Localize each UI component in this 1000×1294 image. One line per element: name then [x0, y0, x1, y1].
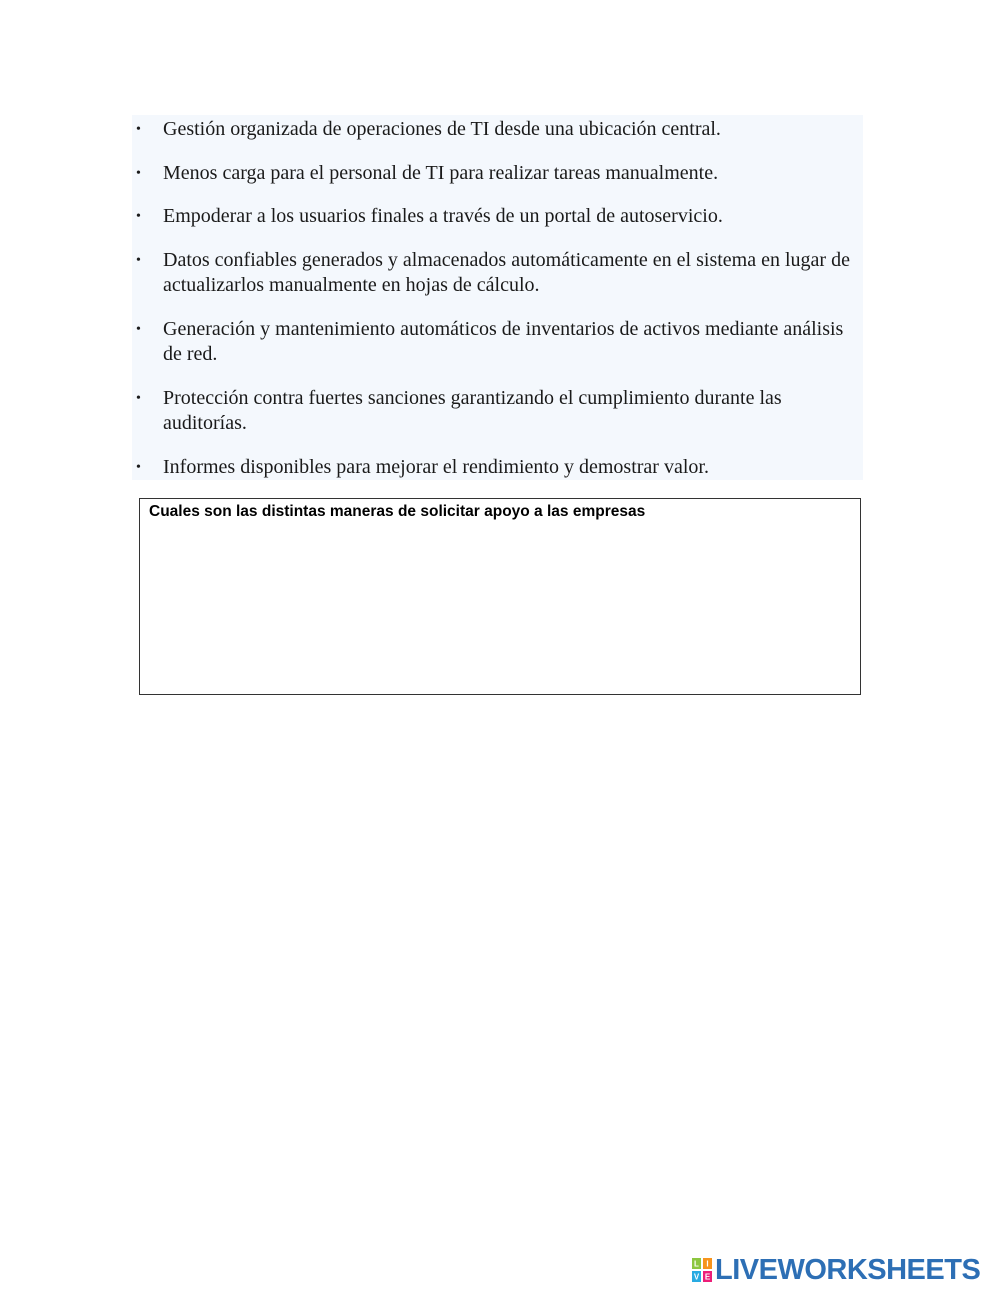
list-item — [132, 386, 852, 436]
bullet-dot: • — [136, 122, 141, 137]
list-item — [132, 161, 852, 186]
answer-box[interactable] — [139, 498, 861, 695]
logo-letter: V — [693, 1272, 700, 1282]
bullet-text: Generación y mantenimiento automáticos de inventarios de activos mediante análisis de red. — [163, 318, 844, 365]
bullet-text: Informes disponibles para mejorar el rendimiento y demostrar valor. — [163, 456, 709, 478]
bullet-dot: • — [136, 209, 141, 224]
bullet-text: Menos carga para el personal de TI para realizar tareas manualmente. — [163, 162, 719, 184]
liveworksheets-logo-icon — [692, 1258, 712, 1282]
logo-letter: E — [704, 1272, 711, 1282]
list-item — [132, 204, 852, 229]
brand-name: LIVEWORKSHEETS — [715, 1254, 981, 1286]
list-item — [132, 248, 852, 298]
bullet-panel — [132, 115, 863, 480]
bullet-dot: • — [136, 253, 141, 268]
list-item — [132, 455, 852, 480]
answer-prompt: Cuales son las distintas maneras de solicitar apoyo a las empresas — [149, 503, 646, 520]
liveworksheets-branding — [692, 1255, 980, 1285]
list-item — [132, 117, 852, 142]
answer-input[interactable] — [148, 527, 852, 689]
bullet-text: Empoderar a los usuarios finales a través de un portal de autoservicio. — [163, 205, 723, 227]
list-item — [132, 317, 852, 367]
bullet-text: Protección contra fuertes sanciones garantizando el cumplimiento durante las auditorías. — [163, 387, 782, 434]
bullet-dot: • — [136, 391, 141, 406]
bullet-dot: • — [136, 460, 141, 475]
logo-letter: I — [706, 1259, 709, 1269]
bullet-dot: • — [136, 166, 141, 181]
bullet-dot: • — [136, 322, 141, 337]
bullet-text: Datos confiables generados y almacenados automáticamente en el sistema en lugar de actualizarlos manualmente en hojas de cálculo. — [163, 249, 850, 296]
logo-letter: L — [694, 1259, 699, 1269]
bullet-text: Gestión organizada de operaciones de TI desde una ubicación central. — [163, 118, 721, 140]
